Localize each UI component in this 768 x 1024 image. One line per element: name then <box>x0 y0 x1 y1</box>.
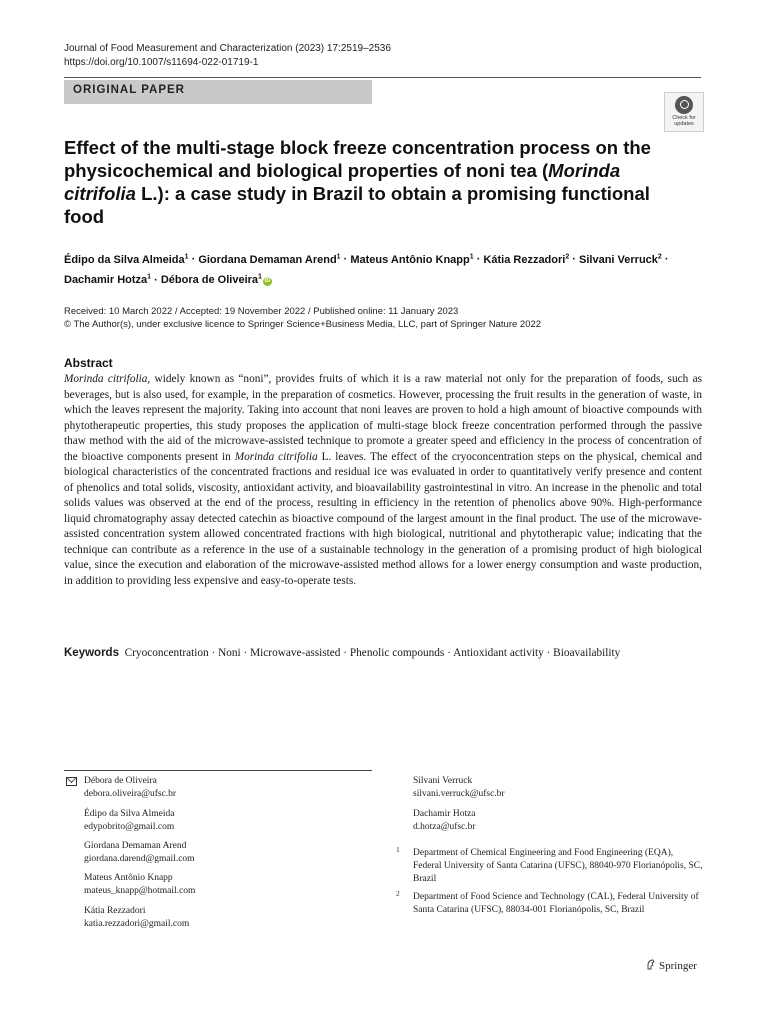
affiliation-text: Department of Food Science and Technology (CAL), Federal University of Santa Catarina (UFSC), 88034-001 Florianópolis, SC, Brazil <box>413 892 699 915</box>
affiliation-number: 2 <box>396 889 400 898</box>
contact-email[interactable]: giordana.darend@gmail.com <box>84 853 195 864</box>
check-for-updates-badge[interactable] <box>664 92 704 132</box>
contact-name: Silvani Verruck <box>413 776 473 786</box>
contact-name: Kátia Rezzadori <box>84 906 146 916</box>
publication-dates <box>64 305 541 331</box>
badge-line2: updates <box>674 121 694 127</box>
affiliation-number: 1 <box>396 845 400 854</box>
article-type-label: ORIGINAL PAPER <box>73 84 185 96</box>
springer-horse-icon <box>646 959 656 970</box>
contact-entry <box>413 775 505 800</box>
footnote-rule <box>64 770 372 771</box>
check-updates-icon <box>675 96 693 114</box>
author[interactable]: Giordana Demaman Arend$^1$ <box>198 253 341 266</box>
abstract-body: Morinda citrifolia, widely known as “noni”, provides fruits of which it is a raw material not only for the preparation of foods, such as beverages, but is also used, for example, in the preparation of cosmetics. However, processing the fruit results in the generation of waste, in which the leaves represent the majority. Taking into account that noni leaves are proven to hold a high amount of bioactive compounds with phytotherapeutic properties, this study proposes the application of multi-stage block freeze concentration performed through the passive thaw method with the aid of the microwave-assisted technique to promote a greater speed and efficiency in the process of concentration of the bioactive components present in Morinda citrifolia L. leaves. The effect of the cryoconcentration steps on the physical, chemical and biological characteristics of the concentrated fractions and residual ice was evaluated in order to quantitatively verify presence and content of phenolics and total solids, viscosity, antioxidant activity, and bioavailability gastrointestinal in vitro. An increase in the phenolic and total solids values was observed at the end of the process, resulting in efficiency in the retention of phenolics above 90%. High-performance liquid chromatography assay detected catechin as bioactive compound of the largest amount in the final product. The use of the microwave-assisted concentration system allowed concentrated fractions with high biological, nutritional and phytotherapic value; indicating that the technique can contribute as a reference in the use of a sustainable technology in the generation of a promising product of high biological value, since the execution and elaboration of the microwave-assisted method allows for a lower energy consumption and waste production, in addition to providing less expensive and easy-to-operate tests. <box>64 373 703 587</box>
contact-email[interactable]: d.hotza@ufsc.br <box>413 821 476 832</box>
contact-email[interactable]: debora.oliveira@ufsc.br <box>84 788 177 799</box>
contact-entry <box>413 808 476 833</box>
contact-entry <box>84 905 189 930</box>
contact-email[interactable]: katia.rezzadori@gmail.com <box>84 918 190 929</box>
journal-citation: Journal of Food Measurement and Characterization (2023) 17:2519–2536 <box>64 43 391 54</box>
envelope-icon <box>66 777 77 786</box>
keywords-label: Keywords <box>64 647 119 659</box>
publisher-logo <box>646 959 697 972</box>
author-list: Édipo da Silva Almeida$^1$ · Giordana Demaman Arend$^1$ · Mateus Antônio Knapp$^1$ · Kátia Rezzadori$^2$ · Silvani Verruck$^2$ · Dachamir Hotza$^1$ · Débora de Oliveira$^1$iD <box>64 253 669 287</box>
contact-name: Giordana Demaman Arend <box>84 841 187 851</box>
copyright-line: © The Author(s), under exclusive licence to Springer Science+Business Media, LLC, part of Springer Nature 2022 <box>64 319 542 330</box>
title-italic: Morinda citrifolia <box>64 160 621 204</box>
doi-link[interactable]: https://doi.org/10.1007/s11694-022-01719-1 <box>64 57 259 68</box>
contact-entry <box>84 872 195 897</box>
contact-name: Édipo da Silva Almeida <box>84 809 175 819</box>
affiliation-text: Department of Chemical Engineering and Food Engineering (EQA), Federal University of Santa Catarina (UFSC), 88040-970 Florianópolis, SC, Brazil <box>413 848 703 884</box>
contact-email[interactable]: edypobrito@gmail.com <box>84 821 175 832</box>
contact-entry <box>84 775 176 800</box>
contact-email[interactable]: silvani.verruck@ufsc.br <box>413 788 505 799</box>
author[interactable]: Débora de Oliveira$^1$ <box>160 273 262 287</box>
header-rule <box>64 77 701 78</box>
publisher-name: Springer <box>659 960 697 972</box>
contact-name: Débora de Oliveira <box>84 776 157 786</box>
abstract-heading: Abstract <box>64 356 113 370</box>
contact-email[interactable]: mateus_knapp@hotmail.com <box>84 885 196 896</box>
keywords <box>64 647 704 659</box>
journal-header <box>64 42 391 70</box>
orcid-icon[interactable]: iD <box>264 278 271 285</box>
article-type-banner <box>64 80 372 104</box>
paper-title <box>64 136 664 228</box>
author[interactable]: Silvani Verruck$^2$ <box>579 253 662 266</box>
contact-entry <box>84 808 175 833</box>
title-part2: L.): a case study in Brazil to obtain a promising functional food <box>64 183 650 227</box>
author[interactable]: Mateus Antônio Knapp$^1$ <box>350 253 474 266</box>
badge-line1: Check for <box>672 115 696 121</box>
author[interactable]: Dachamir Hotza$^1$ <box>64 273 152 287</box>
contact-name: Mateus Antônio Knapp <box>84 873 173 883</box>
title-part1: Effect of the multi-stage block freeze concentration process on the physicochemical and biological properties of noni tea ( <box>64 137 651 181</box>
author[interactable]: Édipo da Silva Almeida$^1$ <box>64 253 189 266</box>
contact-name: Dachamir Hotza <box>413 809 476 819</box>
dates-line: Received: 10 March 2022 / Accepted: 19 November 2022 / Published online: 11 January 2023 <box>64 306 459 317</box>
contact-entry <box>84 840 195 865</box>
author[interactable]: Kátia Rezzadori$^2$ <box>483 253 570 266</box>
keywords-items: Cryoconcentration · Noni · Microwave-assisted · Phenolic compounds · Antioxidant activity · Bioavailability <box>124 647 621 659</box>
